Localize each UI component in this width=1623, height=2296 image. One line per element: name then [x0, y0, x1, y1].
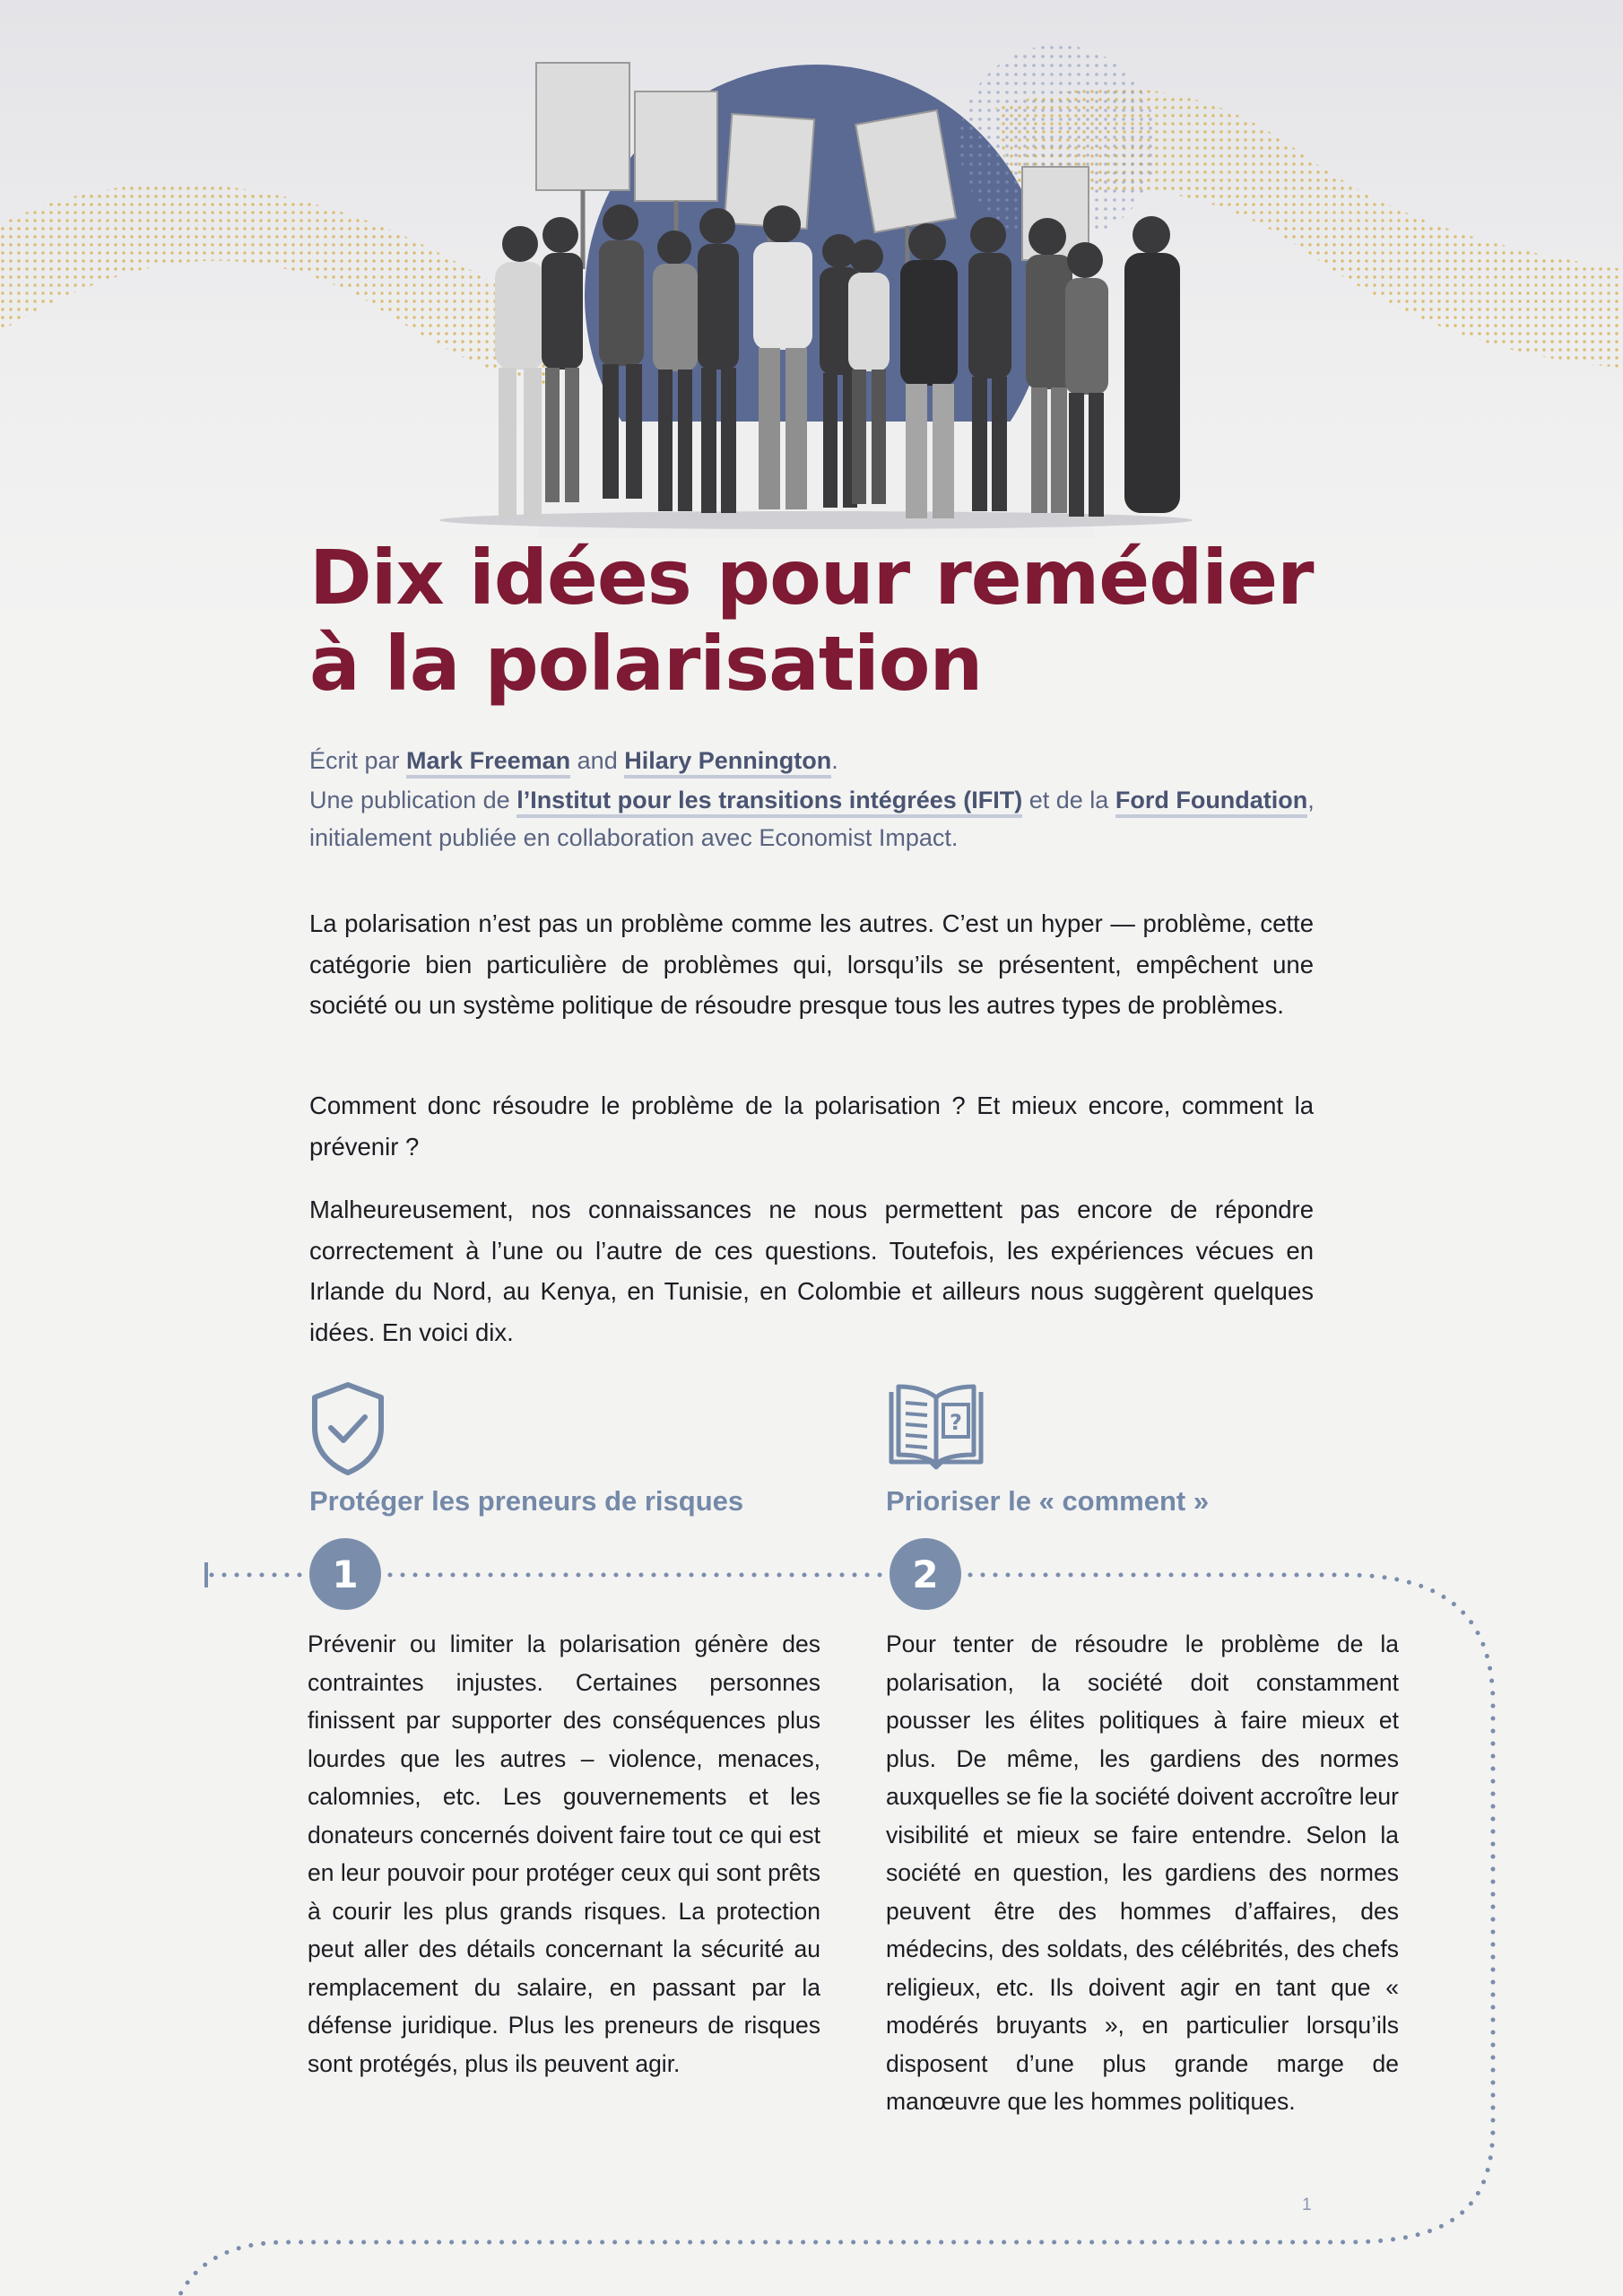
idea-1-text: Prévenir ou limiter la polarisation génère des contraintes injustes. Certaines personnes finissent par supporter des conséquences plus lourdes que les autres – violence, menaces, calomnies, etc. Les gouvernements et les donateurs concernés doivent faire tout ce qui est en leur pouvoir pour protéger ceux qui sont prêts à courir les plus grands risques. La protection peut aller des détails concernant la sécurité au remplacement du salaire, en passant par la défense juridique. Plus les preneurs de risques sont protégés, plus ils peuvent agir.: [308, 1631, 820, 2077]
idea-2-title: Prioriser le « comment »: [886, 1485, 1210, 1517]
publication-line: Une publication de l’Institut pour les transitions intégrées (IFIT) et de la Ford Foundation,: [309, 780, 1341, 820]
intro-paragraph-3: Malheureusement, nos connaissances ne nous permettent pas encore de répondre correctement à l’une ou l’autre de ces questions. Toutefois, les expériences vécues en Irlande du Nord, au Kenya, en Tunisie, en Colombie et ailleurs nous suggèrent quelques idées. En voici dix.: [309, 1196, 1314, 1346]
collaboration-line: initialement publiée en collaboration avec Economist Impact.: [309, 824, 959, 851]
dotted-route-line: [0, 1525, 1623, 2296]
book-question-icon: [886, 1383, 986, 1473]
byline: [309, 741, 1341, 857]
page-number: 1: [1302, 2196, 1312, 2214]
shield-check-icon: [309, 1381, 386, 1476]
idea-1-number-badge: 1: [309, 1538, 381, 1610]
ifit-link[interactable]: l’Institut pour les transitions intégrées (IFIT): [516, 787, 1022, 818]
idea-2-text: Pour tenter de résoudre le problème de la polarisation, la société doit constamment pousser les élites politiques à faire mieux et plus. De même, les gardiens des normes auxquelles se fie la société doivent accroître leur visibilité et mieux se faire entendre. Selon la société en question, les gardiens des normes peuvent être des hommes d’affaires, des médecins, des soldats, des célébrités, des chefs religieux, etc. Ils doivent agir en tant que « modérés bruyants », en particulier lorsqu’ils disposent d’une plus grande marge de manœuvre que les hommes politiques.: [886, 1631, 1399, 2115]
intro-paragraph-1: La polarisation n’est pas un problème comme les autres. C’est un hyper — problème, cette catégorie bien particulière de problèmes qui, lorsqu’ils se présentent, empêchent une société ou un système politique de résoudre presque tous les autres types de problèmes.: [309, 909, 1314, 1019]
authors-line: Écrit par Mark Freeman and Hilary Pennington.: [309, 741, 1341, 780]
author-link-hilary-pennington[interactable]: Hilary Pennington: [624, 747, 831, 778]
author-link-mark-freeman[interactable]: Mark Freeman: [406, 747, 570, 778]
hero-illustration: [0, 0, 1623, 538]
ford-foundation-link[interactable]: Ford Foundation: [1115, 787, 1307, 818]
intro-paragraph-2: Comment donc résoudre le problème de la polarisation ? Et mieux encore, comment la prévenir ?: [309, 1091, 1314, 1161]
svg-text:?: ?: [950, 1410, 962, 1435]
idea-2-number-badge: 2: [890, 1538, 961, 1610]
idea-1-title: Protéger les preneurs de risques: [309, 1485, 744, 1517]
wave-dots-left: [0, 184, 556, 386]
page-title: Dix idées pour remédier à la polarisation: [309, 534, 1314, 708]
